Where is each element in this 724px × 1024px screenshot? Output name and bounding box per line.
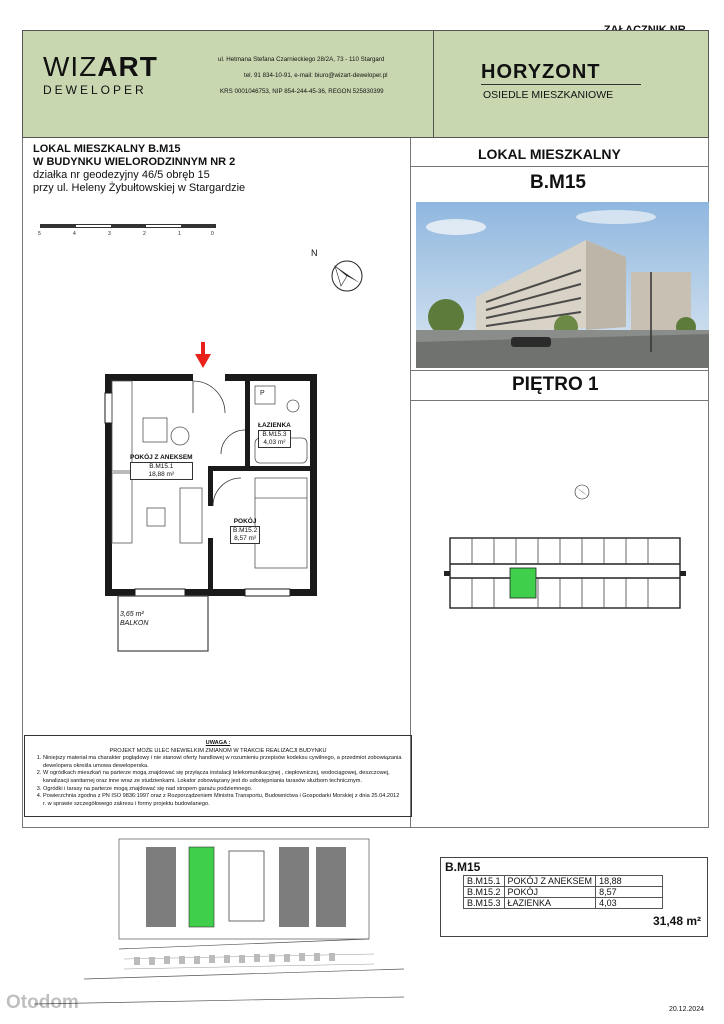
living-code: B.M15.1 [149, 463, 174, 470]
note-item: 2. W ogródkach mieszkań na parterze mogą znajdować się przyłącza instalacji telekomunikacyjnej , ciepłowniczej, wodociągowej, deszczowej, kanalizacji sanitarnej oraz inne wraz ze studzienkami. Lokator zobowiązany jest do udostępniania tarasów służbom technicznym. [43, 770, 403, 785]
room-bedroom [230, 518, 260, 544]
project-name: HORYZONT [481, 61, 601, 83]
table-row [464, 876, 663, 887]
balcony-name: BALKON [120, 620, 149, 627]
north-label: N [311, 248, 318, 258]
room-bathroom [258, 422, 291, 448]
row-code: B.M15.1 [464, 876, 505, 887]
unit-info-line4: przy ul. Heleny Żybułtowskiej w Stargardzie [33, 182, 246, 194]
unit-info-line3: działka nr geodezyjny 46/5 obręb 15 [33, 169, 210, 181]
site-highlight [189, 847, 214, 927]
table-row [464, 887, 663, 898]
site-plan [24, 829, 410, 1017]
scale-0: 0 [211, 231, 214, 237]
scale-3: 3 [108, 231, 111, 237]
scale-2: 2 [143, 231, 146, 237]
summary-table [463, 875, 663, 909]
logo-art: ART [97, 51, 158, 82]
bedroom-area: 8,57 m² [234, 535, 257, 542]
row-name: ŁAZIENKA [504, 898, 596, 909]
floor-label: PIĘTRO 1 [512, 374, 599, 395]
building-rendering [416, 202, 709, 368]
developer-contact: tel. 91 834-10-91, e-mail: biuro@wizart-deweloper.pl [244, 72, 388, 79]
header-band [22, 30, 709, 138]
note-item: 1. Niniejszy materiał ma charakter poglądowy i nie stanowi oferty handlowej w rozumieniu przepisów kodeksu cywilnego, a przedmiot zobowiązania dewelopera określa umowa deweloperska. [43, 755, 403, 770]
entry-arrow-icon [195, 342, 211, 368]
bathroom-name: ŁAZIENKA [258, 422, 291, 429]
row-area: 4,03 [596, 898, 663, 909]
developer-registry: KRS 0001046753, NIP 854-244-45-36, REGON 525830399 [220, 88, 384, 95]
notes-box [24, 735, 412, 817]
highlighted-unit [510, 568, 536, 598]
watermark-logo: Otodom [6, 992, 79, 1013]
table-row [464, 898, 663, 909]
note-item: 3. Ogródki i tarasy na parterze mogą znajdować się nad stropem garażu podziemnego. [43, 786, 403, 794]
living-area: 18,88 m² [148, 471, 175, 478]
note-item: 4. Powierzchnia zgodna z PN ISO 9836:1997 oraz z Rozporządzeniem Ministra Transportu, Budownictwa i Gospodarki Morskiej z dnia 25.04.2012 r. w sprawie szczegółowego zakresu i formy projektu budowlanego. [43, 793, 403, 808]
bedroom-code: B.M15.2 [233, 527, 258, 534]
notes-title: UWAGA : [205, 740, 231, 746]
developer-address: ul. Hetmana Stefana Czarnieckiego 28/2A, 73 - 110 Stargard [218, 56, 385, 63]
room-living [130, 454, 193, 480]
row-name: POKÓJ [504, 887, 596, 898]
compass-small-icon [572, 482, 592, 502]
bathroom-area: 4,03 m² [263, 439, 286, 446]
unit-info-line1: LOKAL MIESZKALNY B.M15 [33, 143, 181, 155]
scale-4: 4 [73, 231, 76, 237]
logo-wiz: WIZ [43, 51, 98, 82]
panel-type-label: LOKAL MIESZKALNY [478, 146, 621, 162]
logo-deweloper: DEWELOPER [43, 83, 147, 97]
document-date: 20.12.2024 [668, 1006, 704, 1013]
row-name: POKÓJ Z ANEKSEM [504, 876, 596, 887]
bedroom-name: POKÓJ [233, 518, 257, 525]
summary-total: 31,48 m² [652, 914, 701, 928]
row-area: 18,88 [596, 876, 663, 887]
unit-info [33, 143, 245, 195]
scale-1: 1 [178, 231, 181, 237]
scale-bar [40, 224, 216, 228]
bathroom-code: B.M15.3 [262, 431, 287, 438]
summary-unit: B.M15 [445, 860, 481, 874]
row-area: 8,57 [596, 887, 663, 898]
project-subtitle: OSIEDLE MIESZKANIOWE [483, 89, 614, 101]
row-code: B.M15.3 [464, 898, 505, 909]
row-code: B.M15.2 [464, 887, 505, 898]
summary-box [440, 857, 708, 937]
developer-logo [43, 53, 158, 97]
bath-p-label: P [260, 390, 265, 397]
notes-subtitle: PROJEKT MOŻE ULEC NIEWIELKIM ZMIANOM W TRAKCIE REALIZACJI BUDYNKU [109, 747, 327, 754]
balcony-area: 3,65 m² [120, 611, 144, 618]
living-name: POKÓJ Z ANEKSEM [130, 454, 193, 461]
compass-icon [327, 256, 367, 296]
room-balcony [120, 610, 148, 628]
scale-5: 5 [38, 231, 41, 237]
panel-unit-code: B.M15 [530, 172, 586, 193]
floor-key-plan [442, 526, 688, 618]
unit-info-line2: W BUDYNKU WIELORODZINNYM NR 2 [33, 156, 236, 168]
